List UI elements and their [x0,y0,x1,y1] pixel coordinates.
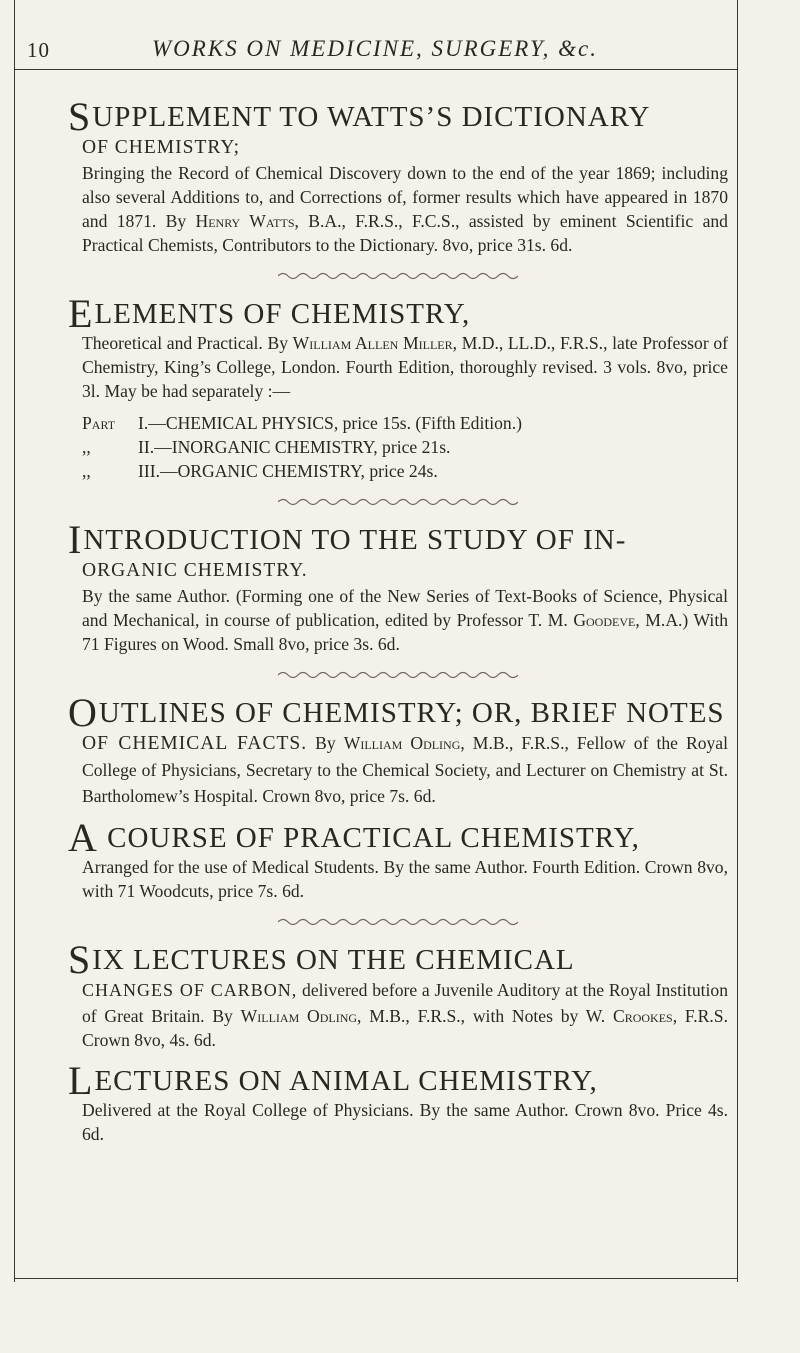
entry-title [68,815,728,860]
page-header [14,28,736,68]
body-text-continued: , B.A., F.R.S., F.C.S., assisted by eminent Scientific and Practical Chemists, Contributors to the Dictionary. 8vo, price 31s. 6d. [82,211,728,255]
title-initial: O [68,690,98,735]
title-text: UTLINES OF CHEMISTRY; OR, BRIEF NOTES [98,697,725,729]
spacer [68,809,728,821]
author-name: William Allen Miller [292,333,453,353]
entry-body [82,584,728,656]
part-prefix: ,, [82,437,91,457]
entry-elements-of-chemistry [68,291,728,483]
part-prefix: Part [82,413,116,433]
entry-outlines-of-chemistry [68,690,728,809]
body-text: Theoretical and Practical. By [82,333,288,353]
part-text: III.—ORGANIC CHEMISTRY, price 24s. [138,461,438,481]
title-initial: S [68,94,92,139]
entry-body: Arranged for the use of Medical Students. By the same Author. Fourth Edition. Crown 8vo, with 71 Woodcuts, price 7s. 6d. [82,857,728,901]
title-text: IX LECTURES ON THE CHEMICAL [92,944,575,976]
entry-course-practical-chemistry [68,815,728,903]
title-text: LEMENTS OF CHEMISTRY, [94,298,471,330]
ornamental-divider [68,917,728,931]
ornamental-divider [68,271,728,285]
entry-watts-dictionary [68,94,728,257]
part-item [82,411,728,435]
part-item [82,459,728,483]
entry-subtitle: OF CHEMISTRY; [82,137,241,158]
entry-body: Delivered at the Royal College of Physicians. By the same Author. Crown 8vo. Price 4s. 6d. [82,1100,728,1144]
entry-title [68,291,728,336]
entry-title [68,517,728,562]
title-text: ECTURES ON ANIMAL CHEMISTRY, [94,1065,598,1097]
catalogue-content [68,94,728,1146]
author-name: Goodeve [573,610,636,630]
entry-title [68,94,728,139]
entry-subtitle: OF CHEMICAL FACTS. [82,733,308,754]
entry-subtitle: CHANGES OF CARBON, [82,980,298,1000]
body-text-continued: , F.R.S. Crown 8vo, 4s. 6d. [82,1006,728,1050]
title-initial: A [68,815,98,860]
body-text-continued: , M.B., F.R.S., with Notes by W. [357,1006,606,1026]
parts-list [82,411,728,483]
entry-six-lectures-carbon [68,937,728,1052]
title-initial: E [68,291,94,336]
title-initial: L [68,1058,94,1103]
body-text: By [315,733,336,753]
body-text-continued: , M.A.) With 71 Figures on Wood. Small 8vo, price 3s. 6d. [82,610,728,654]
author-name: William Odling [343,733,461,753]
part-item [82,435,728,459]
entry-body [82,730,728,809]
author-name: William Odling [240,1006,358,1026]
author-name: Henry Watts [195,211,295,231]
header-rule [14,69,738,70]
entry-body [82,977,728,1052]
entry-title [68,690,728,735]
part-text: I.—CHEMICAL PHYSICS, price 15s. (Fifth Edition.) [138,413,522,433]
part-text: II.—INORGANIC CHEMISTRY, price 21s. [138,437,451,457]
entry-title [68,1058,728,1103]
author-name: Crookes [612,1006,673,1026]
bottom-rule [14,1278,738,1279]
entry-introduction-inorganic [68,517,728,656]
title-text: UPPLEMENT TO WATTS’S DICTIONARY [92,101,651,133]
entry-title [68,937,728,982]
body-text: delivered before a Juvenile Auditory at the Royal Institution of Great Britain. By [82,980,728,1026]
title-text: COURSE OF PRACTICAL CHEMISTRY, [107,822,640,854]
running-head: WORKS ON MEDICINE, SURGERY, &c. [152,36,598,61]
body-text: Bringing the Record of Chemical Discovery down to the end of the year 1869; including also several Additions to, and Corrections of, former results which have appeared in 1870 and 1871. By [82,163,728,231]
ornamental-divider [68,497,728,511]
title-text: NTRODUCTION TO THE STUDY OF IN- [83,524,627,556]
entry-body [82,161,728,257]
body-text-continued: , M.B., F.R.S., Fellow of the Royal College of Physicians, Secretary to the Chemical Society, and Lecturer on Chemistry at St. Bartholomew’s Hospital. Crown 8vo, price 7s. 6d. [82,733,728,806]
entry-subtitle: ORGANIC CHEMISTRY. [82,560,308,581]
body-text: By the same Author. (Forming one of the New Series of Text-Books of Science, Physical and Mechanical, in course of publication, edited by Professor T. M. [82,586,728,630]
title-initial: I [68,517,83,562]
entry-body [82,331,728,403]
page-number: 10 [27,38,50,62]
part-prefix: ,, [82,461,91,481]
body-text-continued: , M.D., LL.D., F.R.S., late Professor of Chemistry, King’s College, London. Fourth Edition, thoroughly revised. 3 vols. 8vo, price 3l. May be had separately :— [82,333,728,401]
spacer [68,1052,728,1064]
title-initial: S [68,937,92,982]
entry-lectures-animal-chemistry [68,1058,728,1146]
ornamental-divider [68,670,728,684]
